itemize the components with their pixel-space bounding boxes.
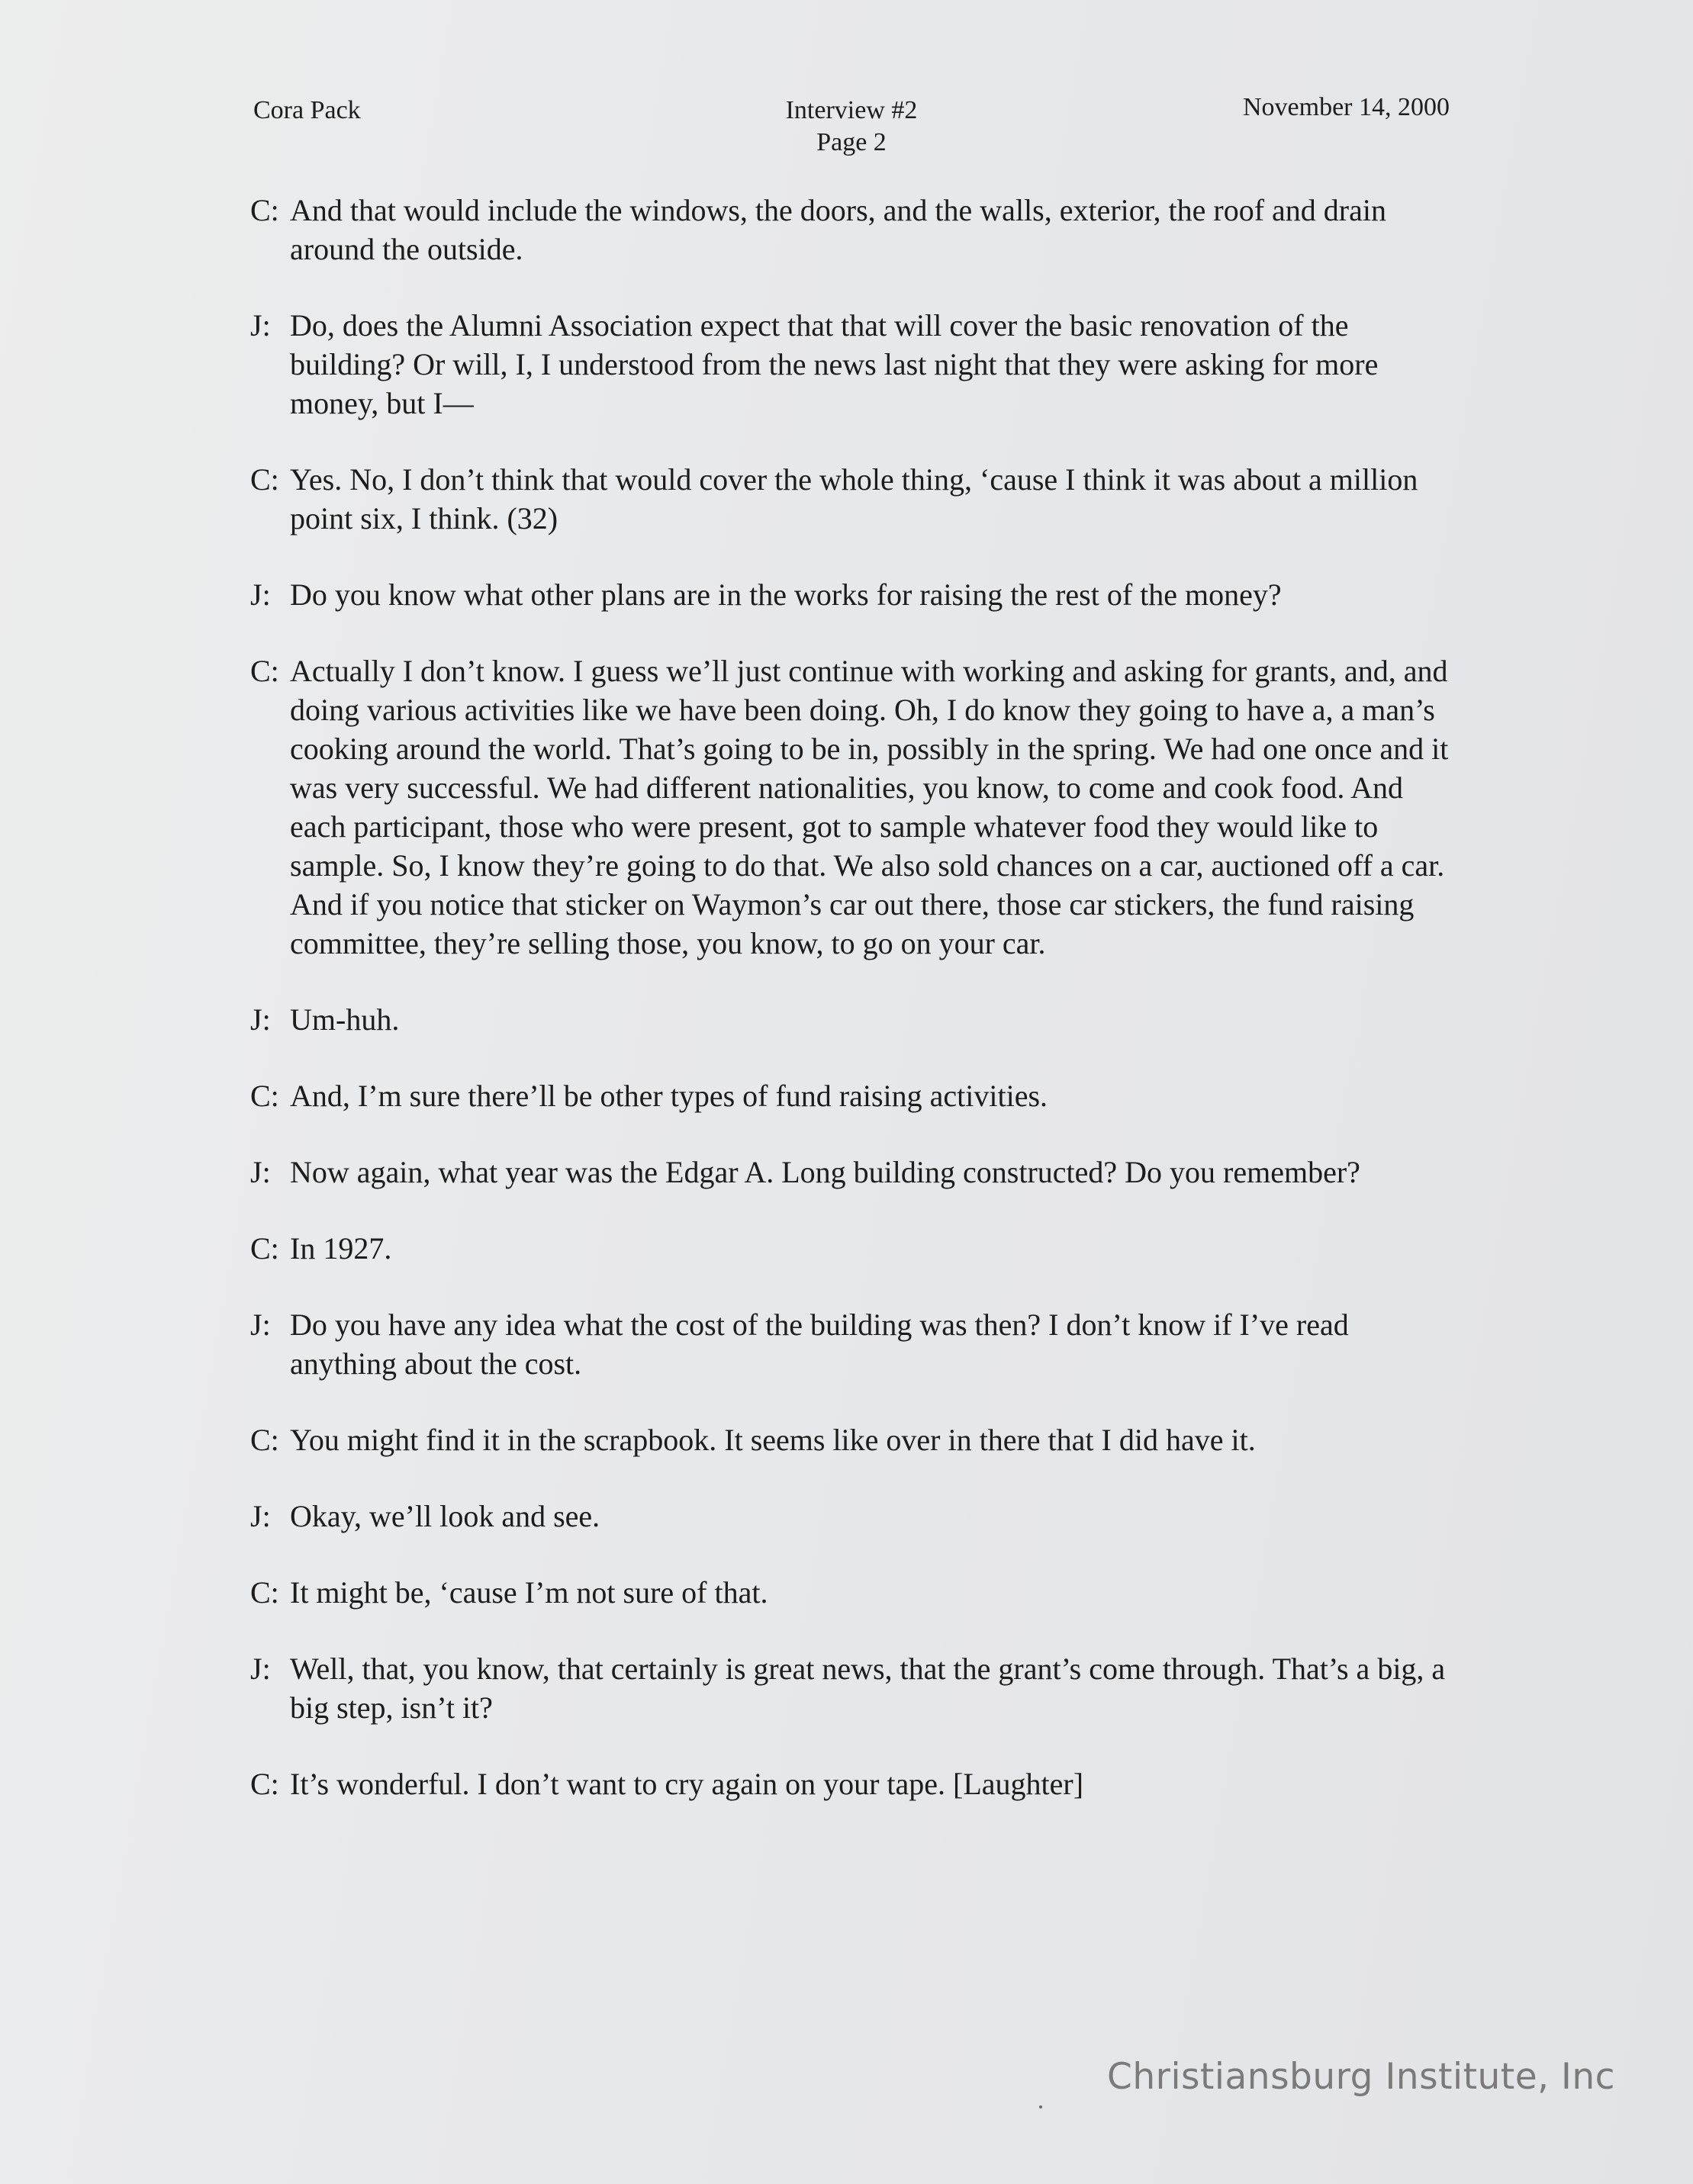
utterance-text: Yes. No, I don’t think that would cover the whole thing, ‘cause I think it was about a million point six, I think. (32) [290, 462, 1418, 536]
utterance-text: Actually I don’t know. I guess we’ll just continue with working and asking for grants, and, and doing various activities like we have been doing. Oh, I do know they going to have a, a man’s cooking around the world. That’s going to be in, possibly in the spring. We had one once and it was very successful. We had different nationalities, you know, to come and cook food. And each participant, those who were present, got to sample whatever food they would like to sample. So, I know they’re going to do that. We also sold chances on a car, auctioned off a car. And if you notice that sticker on Waymon’s car out there, those car stickers, the fund raising committee, they’re selling those, you know, to go on your car. [290, 654, 1449, 960]
page-header [253, 92, 1450, 168]
transcript-entry [250, 1229, 1456, 1268]
transcript-entry [250, 460, 1456, 538]
transcript-entry [250, 575, 1456, 614]
speaker-label: C: [250, 1423, 279, 1457]
transcript-entry [250, 1000, 1456, 1039]
utterance-text: You might find it in the scrapbook. It seems like over in there that I did have it. [290, 1423, 1256, 1457]
speaker-label: C: [250, 462, 279, 497]
speaker-label: J: [250, 577, 271, 612]
page-number: Page 2 [816, 128, 887, 156]
speaker-label: C: [250, 193, 279, 227]
paper-speck [1039, 2105, 1042, 2108]
utterance-text: Do, does the Alumni Association expect that that will cover the basic renovation of the building? Or will, I, I understood from the news last night that they were asking for more money, but I— [290, 308, 1379, 420]
utterance-text: Um-huh. [290, 1002, 400, 1037]
utterance-text: In 1927. [290, 1231, 392, 1266]
transcript-entry [250, 1420, 1456, 1459]
utterance-text: Do you have any idea what the cost of the building was then? I don’t know if I’ve read anything about the cost. [290, 1308, 1349, 1381]
transcript-entry [250, 1649, 1456, 1727]
speaker-label: J: [250, 1002, 271, 1037]
utterance-text: It’s wonderful. I don’t want to cry again on your tape. [Laughter] [290, 1767, 1084, 1801]
utterance-text: Now again, what year was the Edgar A. Long building constructed? Do you remember? [290, 1155, 1360, 1189]
speaker-label: J: [250, 308, 271, 343]
transcript-entry [250, 306, 1456, 423]
interview-date: November 14, 2000 [1242, 93, 1450, 121]
transcript [250, 191, 1456, 1841]
transcript-entry [250, 1764, 1456, 1803]
transcript-entry [250, 1497, 1456, 1536]
speaker-label: J: [250, 1155, 271, 1189]
utterance-text: Well, that, you know, that certainly is great news, that the grant’s come through. That’s a big, a big step, isn’t it? [290, 1652, 1446, 1725]
utterance-text: Okay, we’ll look and see. [290, 1499, 600, 1533]
interview-number: Interview #2 [785, 96, 918, 124]
utterance-text: Do you know what other plans are in the works for raising the rest of the money? [290, 577, 1282, 612]
speaker-label: J: [250, 1652, 271, 1686]
speaker-label: C: [250, 1079, 279, 1113]
speaker-label: J: [250, 1499, 271, 1533]
speaker-label: C: [250, 1767, 279, 1801]
watermark: Christiansburg Institute, Inc [1107, 2056, 1615, 2098]
transcript-entry [250, 1076, 1456, 1115]
transcript-entry [250, 191, 1456, 269]
speaker-label: C: [250, 1231, 279, 1266]
transcript-entry [250, 1153, 1456, 1192]
speaker-label: J: [250, 1308, 271, 1342]
utterance-text: And, I’m sure there’ll be other types of fund raising activities. [290, 1079, 1048, 1113]
utterance-text: And that would include the windows, the doors, and the walls, exterior, the roof and drain around the outside. [290, 193, 1386, 266]
speaker-label: C: [250, 654, 279, 688]
interviewee-name: Cora Pack [253, 96, 361, 124]
speaker-label: C: [250, 1575, 279, 1610]
transcript-entry [250, 1305, 1456, 1383]
transcript-entry [250, 1573, 1456, 1612]
transcript-entry [250, 651, 1456, 963]
utterance-text: It might be, ‘cause I’m not sure of that. [290, 1575, 768, 1610]
